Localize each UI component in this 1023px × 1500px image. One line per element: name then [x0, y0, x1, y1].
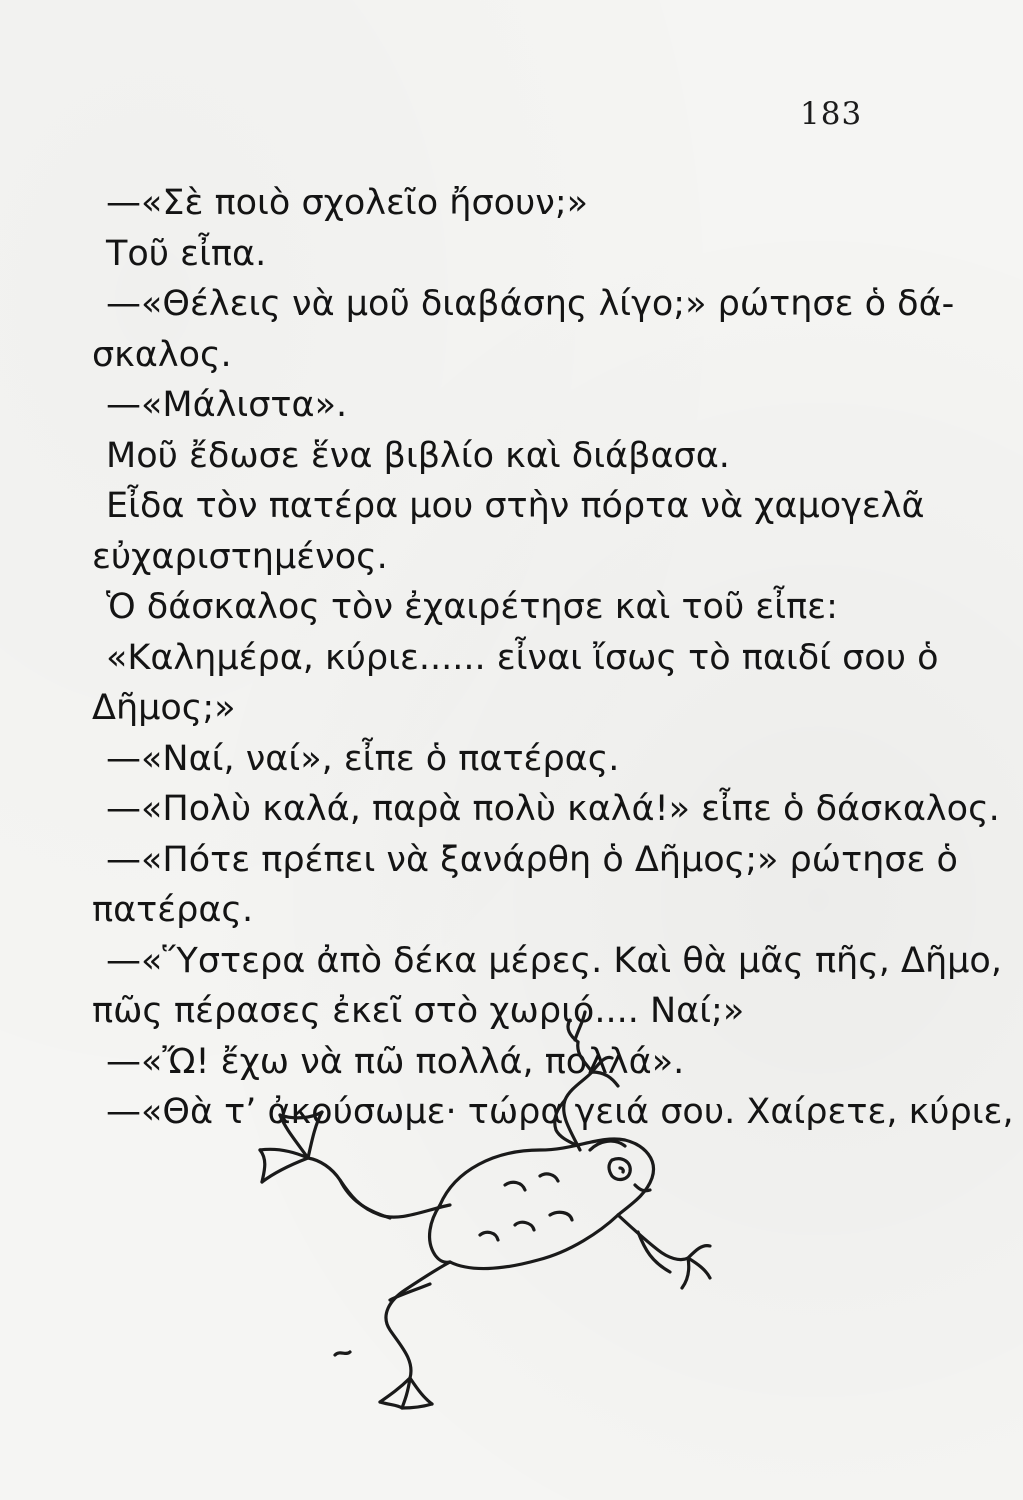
text-line: σκαλος. — [92, 334, 232, 375]
text-line: —«Σὲ ποιὸ σχολεῖο ἤσουν;» — [106, 183, 589, 223]
text-line: Εἶδα τὸν πατέρα μου στὴν πόρτα νὰ χαμογελᾶ — [106, 486, 925, 526]
text-line: «Καλημέρα, κύριε...... εἶναι ἴσως τὸ παιδί σου ὁ — [106, 637, 939, 678]
body-text — [92, 178, 1014, 1138]
text-line: Ὁ δάσκαλος τὸν ἐχαιρέτησε καὶ τοῦ εἶπε: — [106, 587, 838, 627]
text-line: —«Ὤ! ἔχω νὰ πῶ πολλά, πολλά». — [106, 1041, 685, 1082]
frog-drawing-icon — [240, 1000, 740, 1410]
text-line: —«Ὕστερα ἀπὸ δέκα μέρες. Καὶ θὰ μᾶς πῆς, Δῆμο, — [106, 940, 1002, 981]
text-line: —«Θὰ τ’ ἀκούσωμε· τώρα γειά σου. Χαίρετε, κύριε, — [106, 1092, 1014, 1132]
text-line: —«Πότε πρέπει νὰ ξανάρθη ὁ Δῆμος;» ρώτησε ὁ — [106, 839, 958, 880]
page-number: 183 — [800, 96, 863, 132]
text-line: πῶς πέρασες ἐκεῖ στὸ χωριό.... Ναί;» — [92, 991, 745, 1031]
text-line: Δῆμος;» — [92, 688, 236, 728]
text-line: —«Πολὺ καλά, παρὰ πολὺ καλά!» εἶπε ὁ δάσκαλος. — [106, 789, 1000, 829]
text-line: —«Μάλιστα». — [106, 385, 348, 425]
text-line: εὐχαριστημένος. — [92, 536, 388, 577]
text-line: Τοῦ εἶπα. — [106, 233, 267, 274]
text-line: Μοῦ ἔδωσε ἕνα βιβλίο καὶ διάβασα. — [106, 435, 730, 476]
text-line: —«Ναί, ναί», εἶπε ὁ πατέρας. — [106, 738, 620, 779]
text-line: —«Θέλεις νὰ μοῦ διαβάσης λίγο;» ρώτησε ὁ δά- — [106, 284, 955, 324]
text-line: πατέρας. — [92, 890, 254, 930]
